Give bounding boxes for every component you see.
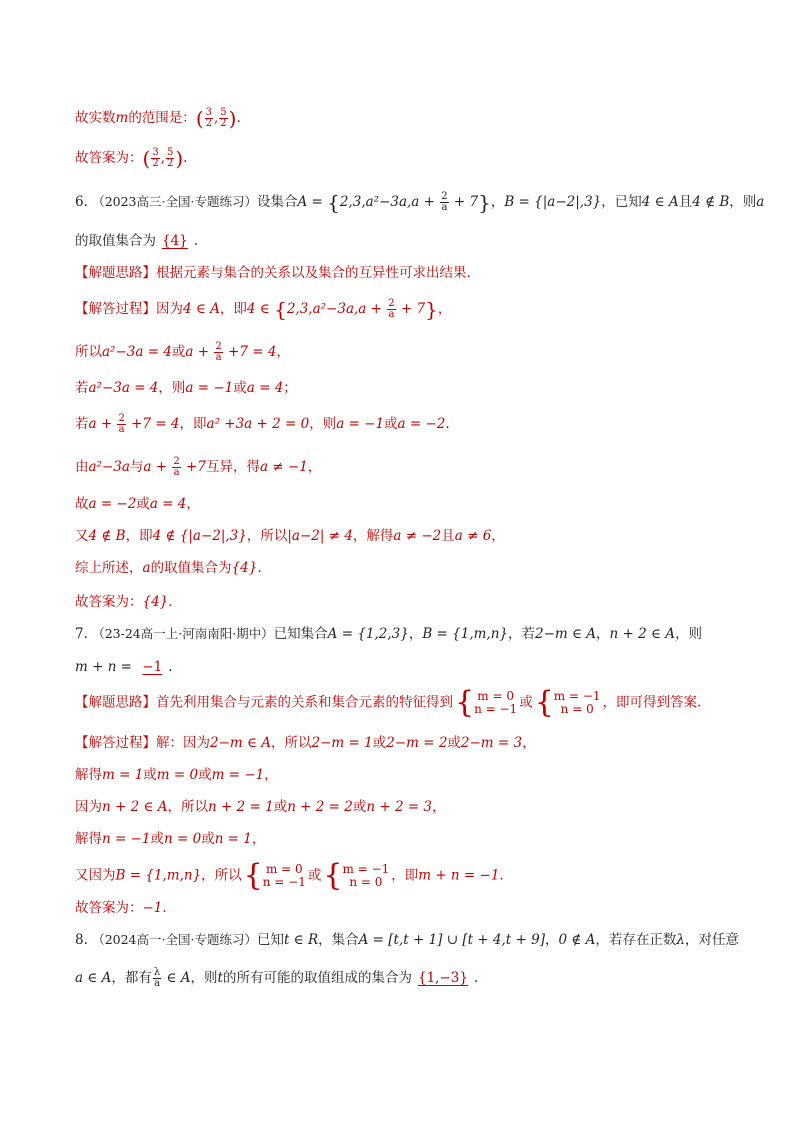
section-tag: 【解答过程】: [75, 301, 156, 317]
conclusion-line: 故实数m的范围是：( $\frac{3}{2}$ , $\frac{5}{2}$ ).: [75, 106, 241, 131]
question-source: （2023高三·全国·专题练习）: [92, 194, 257, 209]
math: m: [115, 110, 129, 126]
solution-step: 【解答过程】解：因为2−m ∈ A，所以2−m = 1或2−m = 2或2−m = 3，: [75, 735, 536, 751]
question-7-cont: m + n = −1 .: [75, 659, 173, 675]
fraction: $\frac{3}{2}$: [152, 147, 159, 169]
answer-line: 故答案为：{4}.: [75, 594, 173, 610]
solution-step: 若a + $\frac{2}{a}$ +7 = 4，即a² +3a + 2 = 0，则a = −1或a = −2.: [75, 413, 450, 435]
case-system: { m = −1 n = 0: [323, 858, 390, 893]
question-6: 6. （2023高三·全国·专题练习）设集合A = {2,3,a²−3a,a + $\frac{2}{a}$ + 7}，B = {|a−2|,3}，已知4 ∈ A且4 ∉ B，则a: [75, 190, 765, 215]
text: 故答案为：: [75, 150, 143, 166]
question-8-cont: a ∈ A，都有 $\frac{\lambda}{a}$ ∈ A，则t的所有可能的取值组成的集合为 {1,−3} .: [75, 967, 479, 989]
solution-step: 又因为B = {1,m,n}，所以{ m = 0 n = −1 或{ m = −1 n = 0 ，即m + n = −1.: [75, 858, 504, 893]
text: 的范围是：: [128, 110, 196, 126]
question-6-cont: 的取值集合为 {4} .: [75, 233, 199, 249]
answer-line: 故答案为：( $\frac{3}{2}$ , $\frac{5}{2}$ ).: [75, 146, 188, 171]
fraction: $\frac{3}{2}$: [205, 107, 212, 129]
question-source: （2024高一·全国·专题练习）: [92, 932, 257, 947]
text: 故实数: [75, 110, 116, 126]
question-7: 7. （23-24高一上·河南南阳·期中）已知集合A = {1,2,3}，B = {1,m,n}，若2−m ∈ A，n + 2 ∈ A，则: [75, 626, 703, 642]
question-source: （23-24高一上·河南南阳·期中）: [92, 626, 274, 641]
case-system: { m = −1 n = 0: [534, 685, 601, 720]
answer-blank: {1,−3}: [417, 970, 468, 986]
solution-step: 【解答过程】因为4 ∈ A，即4 ∈ {2,3,a²−3a,a + $\frac{2}{a}$ + 7}，: [75, 297, 452, 322]
case-system: { m = 0 n = −1: [455, 685, 518, 720]
section-tag: 【解答过程】: [75, 735, 156, 751]
question-number: 8.: [75, 932, 88, 948]
answer-blank: −1: [142, 659, 163, 675]
answer-line: 故答案为：−1.: [75, 900, 167, 916]
section-tag: 【解题思路】: [75, 265, 156, 281]
solution-step: 又4 ∉ B，即4 ∉ {|a−2|,3}，所以|a−2| ≠ 4，解得a ≠ −2且a ≠ 6，: [75, 528, 505, 544]
solution-step: 因为n + 2 ∈ A，所以n + 2 = 1或n + 2 = 2或n + 2 = 3，: [75, 799, 446, 815]
solution-step: 综上所述，a的取值集合为{4}.: [75, 560, 262, 576]
question-8: 8. （2024高一·全国·专题练习）已知t ∈ R，集合A = [t,t + 1] ∪ [t + 4,t + 9]，0 ∉ A，若存在正数λ，对任意: [75, 932, 739, 948]
question-number: 6.: [75, 194, 88, 210]
solution-idea: 【解题思路】根据元素与集合的关系以及集合的互异性可求出结果.: [75, 265, 471, 281]
solution-step: 解得n = −1或n = 0或n = 1，: [75, 831, 266, 847]
fraction: $\frac{5}{2}$: [220, 107, 227, 129]
solution-step: 由a²−3a与a + $\frac{2}{a}$ +7互异，得a ≠ −1，: [75, 456, 322, 478]
solution-step: 若a²−3a = 4，则a = −1或a = 4；: [75, 380, 297, 396]
case-system: { m = 0 n = −1: [243, 858, 306, 893]
solution-step: 解得m = 1或m = 0或m = −1，: [75, 767, 278, 783]
solution-step: 故a = −2或a = 4，: [75, 496, 200, 512]
section-tag: 【解题思路】: [75, 694, 156, 711]
fraction: $\frac{5}{2}$: [166, 147, 174, 169]
solution-idea: 【解题思路】首先利用集合与元素的关系和集合元素的特征得到{ m = 0 n = −1 或{ m = −1 n = 0 ，即可得到答案.: [75, 685, 702, 720]
question-number: 7.: [75, 626, 88, 642]
solution-step: 所以a²−3a = 4或a + $\frac{2}{a}$ +7 = 4，: [75, 341, 290, 363]
answer-blank: {4}: [162, 233, 188, 249]
